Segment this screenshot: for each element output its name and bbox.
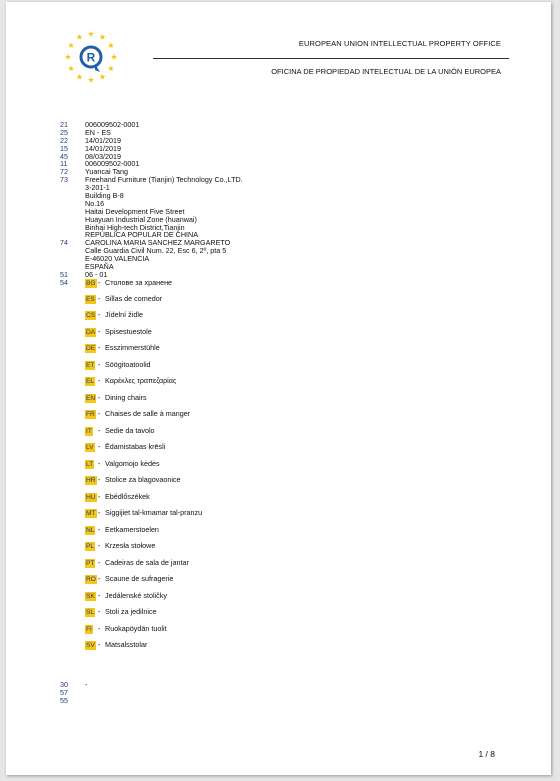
- tail-field-list: [6, 681, 551, 705]
- field-value: Freehand Furniture (Tianjin) Technology Co.,LTD.: [85, 175, 243, 185]
- separator: -: [98, 326, 101, 336]
- field-value: Calle Guardia Civil Num. 22, Esc 6, 2º, pta 5: [85, 246, 227, 256]
- field-code: 25: [60, 127, 68, 137]
- translation-text: Καρέκλες τραπεζαρίας: [105, 376, 177, 386]
- translation-text: Stolice za blagovaonice: [105, 475, 181, 485]
- translation-text: Ebédlőszékek: [105, 491, 150, 501]
- translation-text: Stoli za jedilnice: [105, 607, 157, 617]
- star-icon: [76, 34, 82, 40]
- field-code: 15: [60, 143, 68, 153]
- translation-row: [6, 340, 551, 357]
- separator: -: [98, 640, 101, 650]
- star-icon: [108, 65, 114, 71]
- field-value: 006009502-0001: [85, 120, 140, 129]
- separator: -: [98, 359, 101, 369]
- language-tag: FI: [86, 625, 92, 633]
- field-code: 51: [60, 269, 68, 279]
- field-row: [6, 271, 551, 279]
- translation-row: [6, 291, 551, 308]
- separator: -: [98, 392, 101, 402]
- separator: -: [98, 607, 101, 617]
- star-icon: [68, 65, 74, 71]
- language-tag: DE: [86, 345, 96, 353]
- translation-row: [6, 324, 551, 341]
- translation-text: Scaune de sufragerie: [105, 574, 174, 584]
- translation-row: [6, 538, 551, 555]
- euipo-logo: [62, 28, 120, 86]
- translation-text: Sillas de comedor: [105, 293, 163, 303]
- translation-row: [6, 456, 551, 473]
- field-value: REPÚBLICA POPULAR DE CHINA: [85, 230, 199, 240]
- separator: -: [98, 293, 101, 303]
- translation-row: [6, 621, 551, 638]
- translation-text: Dining chairs: [105, 392, 147, 402]
- translation-row: [6, 489, 551, 506]
- star-icon: [88, 31, 94, 37]
- field-value: ESPAÑA: [85, 262, 114, 272]
- translation-text: Jídelní židle: [105, 310, 143, 320]
- translation-text: Ēdamistabas krēsli: [105, 442, 166, 452]
- separator: -: [98, 491, 101, 501]
- separator: -: [98, 557, 101, 567]
- language-tag: IT: [86, 427, 92, 435]
- field-value: Haitai Development Five Street: [85, 206, 185, 216]
- separator: -: [98, 376, 101, 386]
- translation-row: [6, 637, 551, 654]
- field-list: [6, 121, 551, 279]
- language-tag: EN: [86, 394, 96, 402]
- field-value: CAROLINA MARIA SANCHEZ MARGARETO: [85, 238, 231, 248]
- translation-text: Jedálenské stoličky: [105, 590, 167, 600]
- field-value: -: [85, 680, 88, 689]
- field-code: 45: [60, 151, 68, 161]
- language-tag: CS: [86, 312, 96, 320]
- separator: -: [98, 508, 101, 518]
- field-code: 74: [60, 238, 68, 248]
- field-row: [6, 689, 551, 697]
- language-tag: NL: [86, 526, 95, 534]
- language-tag: MT: [86, 510, 96, 518]
- field-value: Binhai High-tech District,Tianjin: [85, 222, 185, 232]
- translation-text: Spisestuestole: [105, 326, 152, 336]
- field-value: E-46020 VALENCIA: [85, 254, 150, 264]
- separator: -: [98, 541, 101, 551]
- separator: -: [98, 524, 101, 534]
- translation-row: [6, 604, 551, 621]
- language-tag: ET: [86, 361, 95, 369]
- translation-row: [6, 406, 551, 423]
- field-row: [6, 681, 551, 689]
- language-tag: EL: [86, 378, 95, 386]
- field-code: 54: [60, 277, 68, 287]
- translation-row: [6, 588, 551, 605]
- language-tag: HU: [86, 493, 96, 501]
- language-tag: PT: [86, 559, 95, 567]
- star-icon: [88, 77, 94, 83]
- field-code: 22: [60, 135, 68, 145]
- field-value: No.16: [85, 198, 105, 208]
- translation-row: [6, 373, 551, 390]
- separator: -: [98, 310, 101, 320]
- language-tag: ES: [86, 295, 95, 303]
- star-icon: [111, 54, 117, 60]
- record-body: [6, 121, 551, 654]
- separator: -: [98, 277, 101, 287]
- field-code: 11: [60, 159, 68, 169]
- translation-row: [6, 390, 551, 407]
- language-tag: RO: [86, 576, 96, 584]
- language-tag: FR: [86, 411, 95, 419]
- translation-text: Söögitoatoolid: [105, 359, 151, 369]
- document-page: [6, 2, 551, 775]
- language-tag: DA: [86, 328, 96, 336]
- translation-text: Siggijiet tal-kmamar tal-pranzu: [105, 508, 203, 518]
- translation-text: Eetkamerstoelen: [105, 524, 159, 534]
- translation-row: [6, 472, 551, 489]
- translation-row: [6, 307, 551, 324]
- field-value: 08/03/2019: [85, 151, 121, 161]
- separator: -: [98, 475, 101, 485]
- field-code: 72: [60, 167, 68, 177]
- translation-row: [6, 571, 551, 588]
- language-tag: LT: [86, 460, 94, 468]
- language-tag: LV: [86, 444, 94, 452]
- translation-text: Sedie da tavolo: [105, 425, 155, 435]
- separator: -: [98, 409, 101, 419]
- translation-list: [6, 279, 551, 654]
- field-code: 21: [60, 120, 68, 129]
- page-number: 1 / 8: [478, 749, 495, 759]
- separator: -: [98, 590, 101, 600]
- translation-row: [6, 279, 551, 287]
- field-value: Yuancai Tang: [85, 167, 129, 177]
- translation-text: Cadeiras de sala de jantar: [105, 557, 189, 567]
- field-value: 06 - 01: [85, 269, 108, 279]
- field-code: 57: [60, 687, 68, 697]
- star-icon: [99, 74, 105, 80]
- separator: -: [98, 458, 101, 468]
- field-row: [6, 697, 551, 705]
- translation-row: [6, 357, 551, 374]
- field-code: 55: [60, 695, 68, 705]
- translation-row: [6, 439, 551, 456]
- language-tag: SV: [86, 642, 95, 650]
- separator: -: [98, 343, 101, 353]
- translation-row: [6, 555, 551, 572]
- translation-text: Matsalsstolar: [105, 640, 148, 650]
- field-code: 73: [60, 175, 68, 185]
- logo-letter: R: [86, 50, 96, 65]
- star-icon: [68, 42, 74, 48]
- language-tag: BG: [86, 279, 96, 287]
- translation-text: Ruokapöydän tuolit: [105, 623, 167, 633]
- header-org-spanish: OFICINA DE PROPIEDAD INTELECTUAL DE LA UNIÓN EUROPEA: [271, 67, 501, 76]
- separator: -: [98, 623, 101, 633]
- translation-text: Chaises de salle à manger: [105, 409, 191, 419]
- separator: -: [98, 442, 101, 452]
- field-value: Building B-8: [85, 191, 124, 201]
- field-value: 006009502-0001: [85, 159, 140, 169]
- language-tag: SL: [86, 609, 95, 617]
- header-divider: [153, 58, 509, 59]
- language-tag: PL: [86, 543, 95, 551]
- translation-text: Esszimmerstühle: [105, 343, 160, 353]
- translation-row: [6, 423, 551, 440]
- field-value: 14/01/2019: [85, 135, 121, 145]
- language-tag: HR: [86, 477, 96, 485]
- separator: -: [98, 425, 101, 435]
- translation-text: Krzesła stołowe: [105, 541, 156, 551]
- separator: -: [98, 574, 101, 584]
- field-code: 30: [60, 680, 68, 689]
- language-tag: SK: [86, 592, 95, 600]
- header-org-english: EUROPEAN UNION INTELLECTUAL PROPERTY OFFICE: [298, 39, 501, 48]
- star-icon: [108, 42, 114, 48]
- translation-text: Столове за хранене: [105, 277, 173, 287]
- translation-text: Valgomojo kėdės: [105, 458, 160, 468]
- field-value: EN - ES: [85, 127, 111, 137]
- translation-row: [6, 505, 551, 522]
- translation-row: [6, 522, 551, 539]
- field-value: 3-201-1: [85, 183, 110, 193]
- star-icon: [65, 54, 71, 60]
- field-value: 14/01/2019: [85, 143, 121, 153]
- field-value: Huayuan Industrial Zone (huanwai): [85, 214, 197, 224]
- star-icon: [99, 34, 105, 40]
- star-icon: [76, 74, 82, 80]
